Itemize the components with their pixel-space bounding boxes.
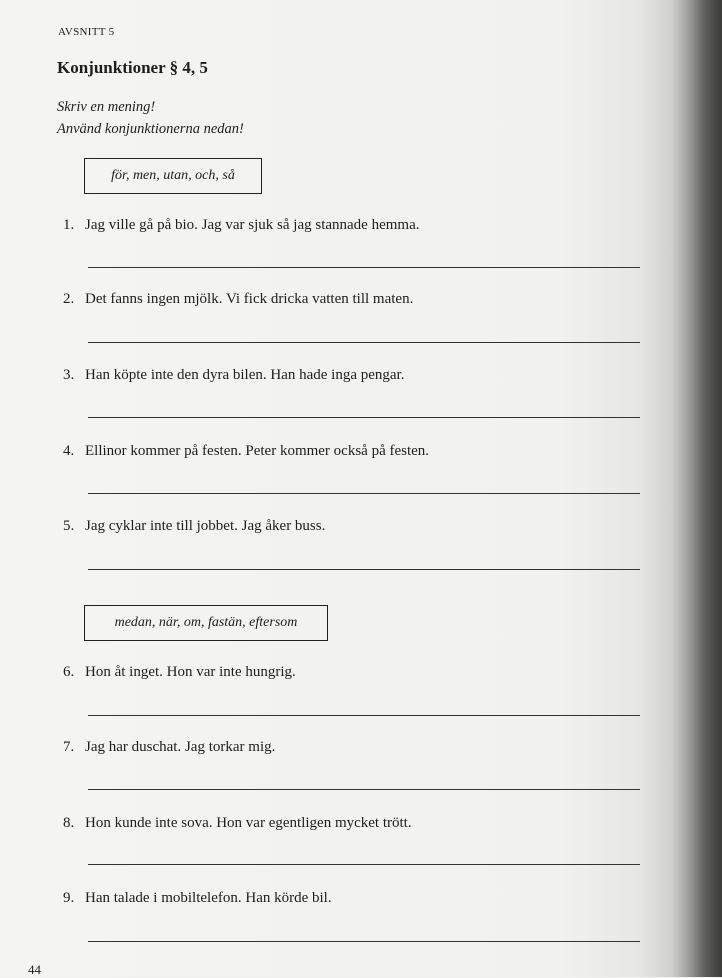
- exercise-item: [63, 815, 412, 832]
- exercise-text: Ellinor kommer på festen. Peter kommer också på festen.: [85, 443, 430, 459]
- answer-line[interactable]: [88, 789, 640, 790]
- exercise-text: Jag cyklar inte till jobbet. Jag åker buss.: [85, 518, 326, 534]
- exercise-item: [63, 443, 429, 460]
- page-number: 44: [28, 962, 41, 977]
- section-label: AVSNITT 5: [58, 26, 115, 38]
- answer-line[interactable]: [88, 941, 640, 942]
- exercise-text: Det fanns ingen mjölk. Vi fick dricka vatten till maten.: [85, 291, 414, 307]
- instruction-line: Skriv en mening!: [57, 99, 156, 115]
- exercise-number: 5.: [63, 518, 75, 534]
- exercise-item: [63, 890, 332, 907]
- exercise-number: 7.: [63, 739, 75, 755]
- exercise-text: Hon kunde inte sova. Hon var egentligen mycket trött.: [85, 815, 412, 831]
- exercise-item: [63, 217, 420, 234]
- exercise-item: [63, 518, 325, 535]
- instruction-line: Använd konjunktionerna nedan!: [57, 121, 244, 137]
- exercise-number: 9.: [63, 890, 75, 906]
- exercise-number: 4.: [63, 443, 75, 459]
- exercise-number: 6.: [63, 664, 75, 680]
- answer-line[interactable]: [88, 417, 640, 418]
- exercise-item: [63, 739, 275, 756]
- exercise-text: Han köpte inte den dyra bilen. Han hade inga pengar.: [85, 367, 405, 383]
- exercise-number: 2.: [63, 291, 75, 307]
- exercise-item: [63, 367, 404, 384]
- exercise-number: 3.: [63, 367, 75, 383]
- exercise-number: 8.: [63, 815, 75, 831]
- exercise-item: [63, 291, 413, 308]
- exercise-text: Han talade i mobiltelefon. Han körde bil.: [85, 890, 332, 906]
- conjunction-box: medan, när, om, fastän, eftersom: [84, 605, 328, 641]
- answer-line[interactable]: [88, 493, 640, 494]
- exercise-item: [63, 664, 296, 681]
- exercise-text: Jag har duschat. Jag torkar mig.: [85, 739, 276, 755]
- exercise-text: Hon åt inget. Hon var inte hungrig.: [85, 664, 296, 680]
- page-title: Konjunktioner § 4, 5: [57, 58, 208, 77]
- exercise-text: Jag ville gå på bio. Jag var sjuk så jag stannade hemma.: [85, 217, 420, 233]
- answer-line[interactable]: [88, 267, 640, 268]
- conjunction-box: för, men, utan, och, så: [84, 158, 262, 194]
- answer-line[interactable]: [88, 864, 640, 865]
- answer-line[interactable]: [88, 342, 640, 343]
- answer-line[interactable]: [88, 715, 640, 716]
- answer-line[interactable]: [88, 569, 640, 570]
- exercise-number: 1.: [63, 217, 75, 233]
